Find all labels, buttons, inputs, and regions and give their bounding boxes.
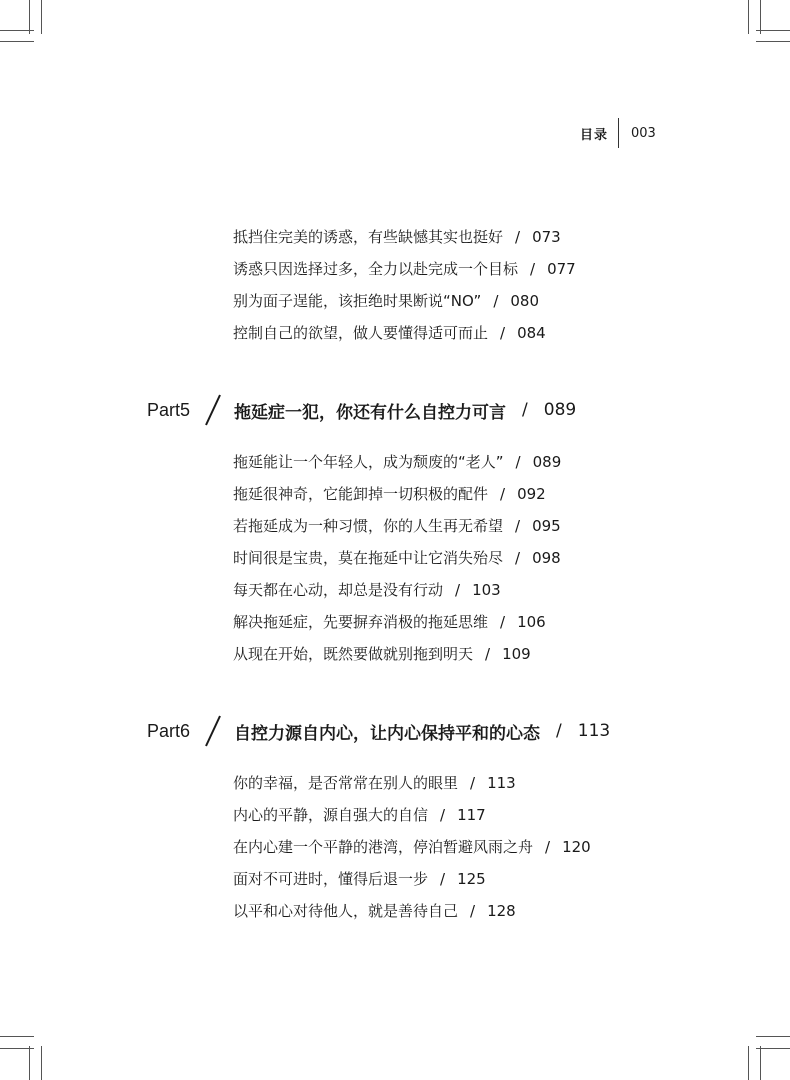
- crop-mark: [0, 30, 34, 31]
- toc-separator: /: [470, 774, 476, 792]
- toc-entry-page: 080: [510, 292, 540, 310]
- toc-separator: /: [500, 613, 506, 631]
- toc-entry[interactable]: [233, 221, 576, 253]
- toc-entry-page: 095: [532, 517, 561, 535]
- toc-separator: /: [515, 549, 521, 567]
- crop-mark: [0, 1036, 34, 1037]
- toc-entry-title: 你的幸福，是否常常在别人的眼里: [233, 774, 459, 792]
- toc-entry[interactable]: [233, 863, 591, 895]
- toc-entries-part6: [233, 767, 591, 927]
- toc-separator: /: [545, 838, 551, 856]
- part6-title: 自控力源自内心，让内心保持平和的心态: [234, 723, 541, 744]
- running-head: [580, 118, 656, 148]
- toc-entry[interactable]: [233, 510, 561, 542]
- toc-separator: /: [530, 260, 536, 278]
- toc-entries-part5: [233, 446, 561, 670]
- toc-entry-page: 073: [532, 228, 561, 246]
- toc-separator: /: [522, 400, 528, 420]
- toc-separator: /: [556, 721, 562, 741]
- toc-entry-title: 内心的平静，源自强大的自信: [233, 806, 429, 824]
- toc-entry-title: 每天都在心动，却总是没有行动: [233, 581, 444, 599]
- toc-entry-title: 从现在开始，既然要做就别拖到明天: [233, 645, 474, 663]
- toc-entry[interactable]: [233, 638, 561, 670]
- crop-mark: [756, 41, 790, 42]
- toc-entry-title: 控制自己的欲望，做人要懂得适可而止: [233, 324, 489, 342]
- toc-entry-page: 077: [547, 260, 576, 278]
- toc-separator: /: [455, 581, 461, 599]
- toc-separator: /: [500, 324, 506, 342]
- toc-entry-title: 拖延能让一个年轻人，成为颓废的“老人”: [233, 453, 504, 471]
- toc-entry-page: 128: [487, 902, 516, 920]
- toc-entry-title: 拖延很神奇，它能卸掉一切积极的配件: [233, 485, 489, 503]
- toc-separator: /: [515, 517, 521, 535]
- toc-entry[interactable]: [233, 799, 591, 831]
- toc-entry-page: 113: [487, 774, 516, 792]
- part5-heading[interactable]: [147, 390, 576, 430]
- toc-entry-title: 若拖延成为一种习惯，你的人生再无希望: [233, 517, 504, 535]
- toc-entry[interactable]: [233, 767, 591, 799]
- toc-entry-page: 089: [532, 453, 562, 471]
- part6-page: 113: [577, 721, 611, 741]
- crop-mark: [0, 41, 34, 42]
- toc-entry-page: 109: [502, 645, 531, 663]
- slash-divider-icon: [198, 713, 228, 749]
- part6-label: Part6: [147, 720, 191, 741]
- toc-entry-title: 在内心建一个平静的港湾，停泊暂避风雨之舟: [233, 838, 534, 856]
- toc-entry-title: 抵挡住完美的诱惑，有些缺憾其实也挺好: [233, 228, 504, 246]
- toc-entry[interactable]: [233, 574, 561, 606]
- crop-mark: [760, 1046, 761, 1080]
- toc-entries-top: [233, 221, 576, 349]
- crop-mark: [748, 1046, 749, 1080]
- toc-entry-title: 时间很是宝贵，莫在拖延中让它消失殆尽: [233, 549, 504, 567]
- toc-entry[interactable]: [233, 478, 561, 510]
- crop-mark: [29, 0, 30, 34]
- toc-entry[interactable]: [233, 317, 576, 349]
- toc-entry-page: 084: [517, 324, 546, 342]
- part5-page: 089: [543, 400, 577, 420]
- toc-entry-page: 092: [517, 485, 546, 503]
- crop-mark: [756, 1048, 790, 1049]
- toc-entry-page: 106: [517, 613, 546, 631]
- toc-entry-page: 098: [532, 549, 561, 567]
- part6-heading[interactable]: [147, 711, 610, 751]
- page-number: 003: [631, 125, 656, 141]
- toc-entry[interactable]: [233, 253, 576, 285]
- crop-mark: [760, 0, 761, 34]
- toc-entry[interactable]: [233, 446, 561, 478]
- crop-mark: [41, 1046, 42, 1080]
- part5-title: 拖延症一犯，你还有什么自控力可言: [234, 402, 507, 423]
- crop-mark: [756, 30, 790, 31]
- crop-mark: [756, 1036, 790, 1037]
- toc-separator: /: [440, 870, 446, 888]
- toc-entry-title: 面对不可进时，懂得后退一步: [233, 870, 429, 888]
- toc-separator: /: [515, 453, 521, 471]
- toc-separator: /: [515, 228, 521, 246]
- toc-entry-page: 103: [472, 581, 501, 599]
- crop-mark: [0, 1048, 34, 1049]
- toc-separator: /: [500, 485, 506, 503]
- crop-mark: [41, 0, 42, 34]
- toc-entry-title: 别为面子逞能，该拒绝时果断说“NO”: [233, 292, 482, 310]
- crop-mark: [29, 1046, 30, 1080]
- toc-separator: /: [440, 806, 446, 824]
- running-head-title: 目录: [580, 127, 609, 143]
- toc-entry[interactable]: [233, 285, 576, 317]
- toc-entry[interactable]: [233, 542, 561, 574]
- toc-entry-title: 解决拖延症，先要摒弃消极的拖延思维: [233, 613, 489, 631]
- running-head-rule: [618, 118, 619, 148]
- toc-entry-page: 117: [457, 806, 486, 824]
- part5-label: Part5: [147, 399, 191, 420]
- toc-entry-page: 120: [562, 838, 591, 856]
- toc-separator: /: [485, 645, 491, 663]
- toc-entry[interactable]: [233, 831, 591, 863]
- toc-entry-page: 125: [457, 870, 486, 888]
- toc-entry[interactable]: [233, 606, 561, 638]
- slash-divider-icon: [198, 392, 228, 428]
- toc-entry[interactable]: [233, 895, 591, 927]
- toc-separator: /: [493, 292, 499, 310]
- toc-entry-title: 以平和心对待他人，就是善待自己: [233, 902, 459, 920]
- toc-separator: /: [470, 902, 476, 920]
- toc-entry-title: 诱惑只因选择过多，全力以赴完成一个目标: [233, 260, 519, 278]
- crop-mark: [748, 0, 749, 34]
